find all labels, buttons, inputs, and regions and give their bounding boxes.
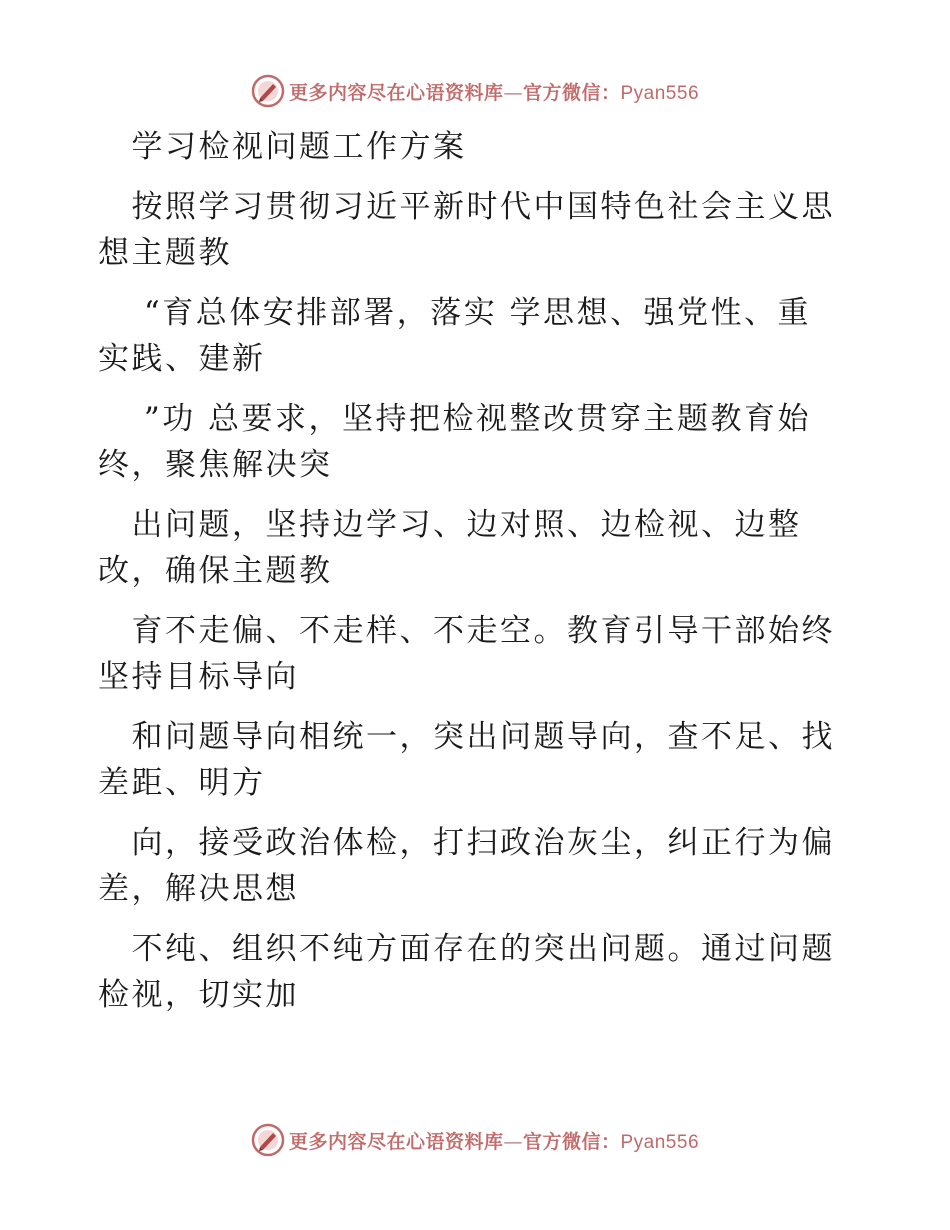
document-body	[98, 124, 858, 1018]
paragraph-line: 和问题导向相统一，突出问题导向，查不足、找	[98, 719, 835, 755]
paragraph-line: 坚持目标导向	[98, 659, 299, 695]
paragraph-line: 差距、明方	[98, 765, 266, 801]
paragraph-line: 检视，切实加	[98, 977, 299, 1013]
paragraph-line: “育总体安排部署，落实 学思想、强党性、重	[98, 295, 812, 331]
watermark-text: 更多内容尽在心语资料库—官方微信：Pyan556	[288, 1130, 700, 1153]
paragraph-line: 改，确保主题教	[98, 553, 333, 589]
paragraph-line: 出问题，坚持边学习、边对照、边检视、边整	[98, 507, 802, 543]
footer-watermark	[0, 1120, 950, 1160]
paragraph-line: 实践、建新	[98, 341, 266, 377]
pen-logo-icon	[251, 74, 285, 108]
paragraph-line: 向，接受政治体检，打扫政治灰尘，纠正行为偏	[98, 825, 835, 861]
paragraph-line: 差，解决思想	[98, 871, 299, 907]
pen-logo-icon	[251, 1123, 285, 1157]
paragraph-line: 不纯、组织不纯方面存在的突出问题。通过问题	[98, 931, 835, 967]
doc-title: 学习检视问题工作方案	[98, 129, 467, 165]
paragraph-line: 想主题教	[98, 235, 232, 271]
watermark-text: 更多内容尽在心语资料库—官方微信：Pyan556	[288, 81, 700, 104]
paragraph-line: ”功 总要求，坚持把检视整改贯穿主题教育始	[98, 401, 812, 437]
paragraph-line: 按照学习贯彻习近平新时代中国特色社会主义思	[98, 189, 835, 225]
header-watermark	[0, 71, 950, 111]
paragraph-line: 育不走偏、不走样、不走空。教育引导干部始终	[98, 613, 835, 649]
paragraph-line: 终，聚焦解决突	[98, 447, 333, 483]
